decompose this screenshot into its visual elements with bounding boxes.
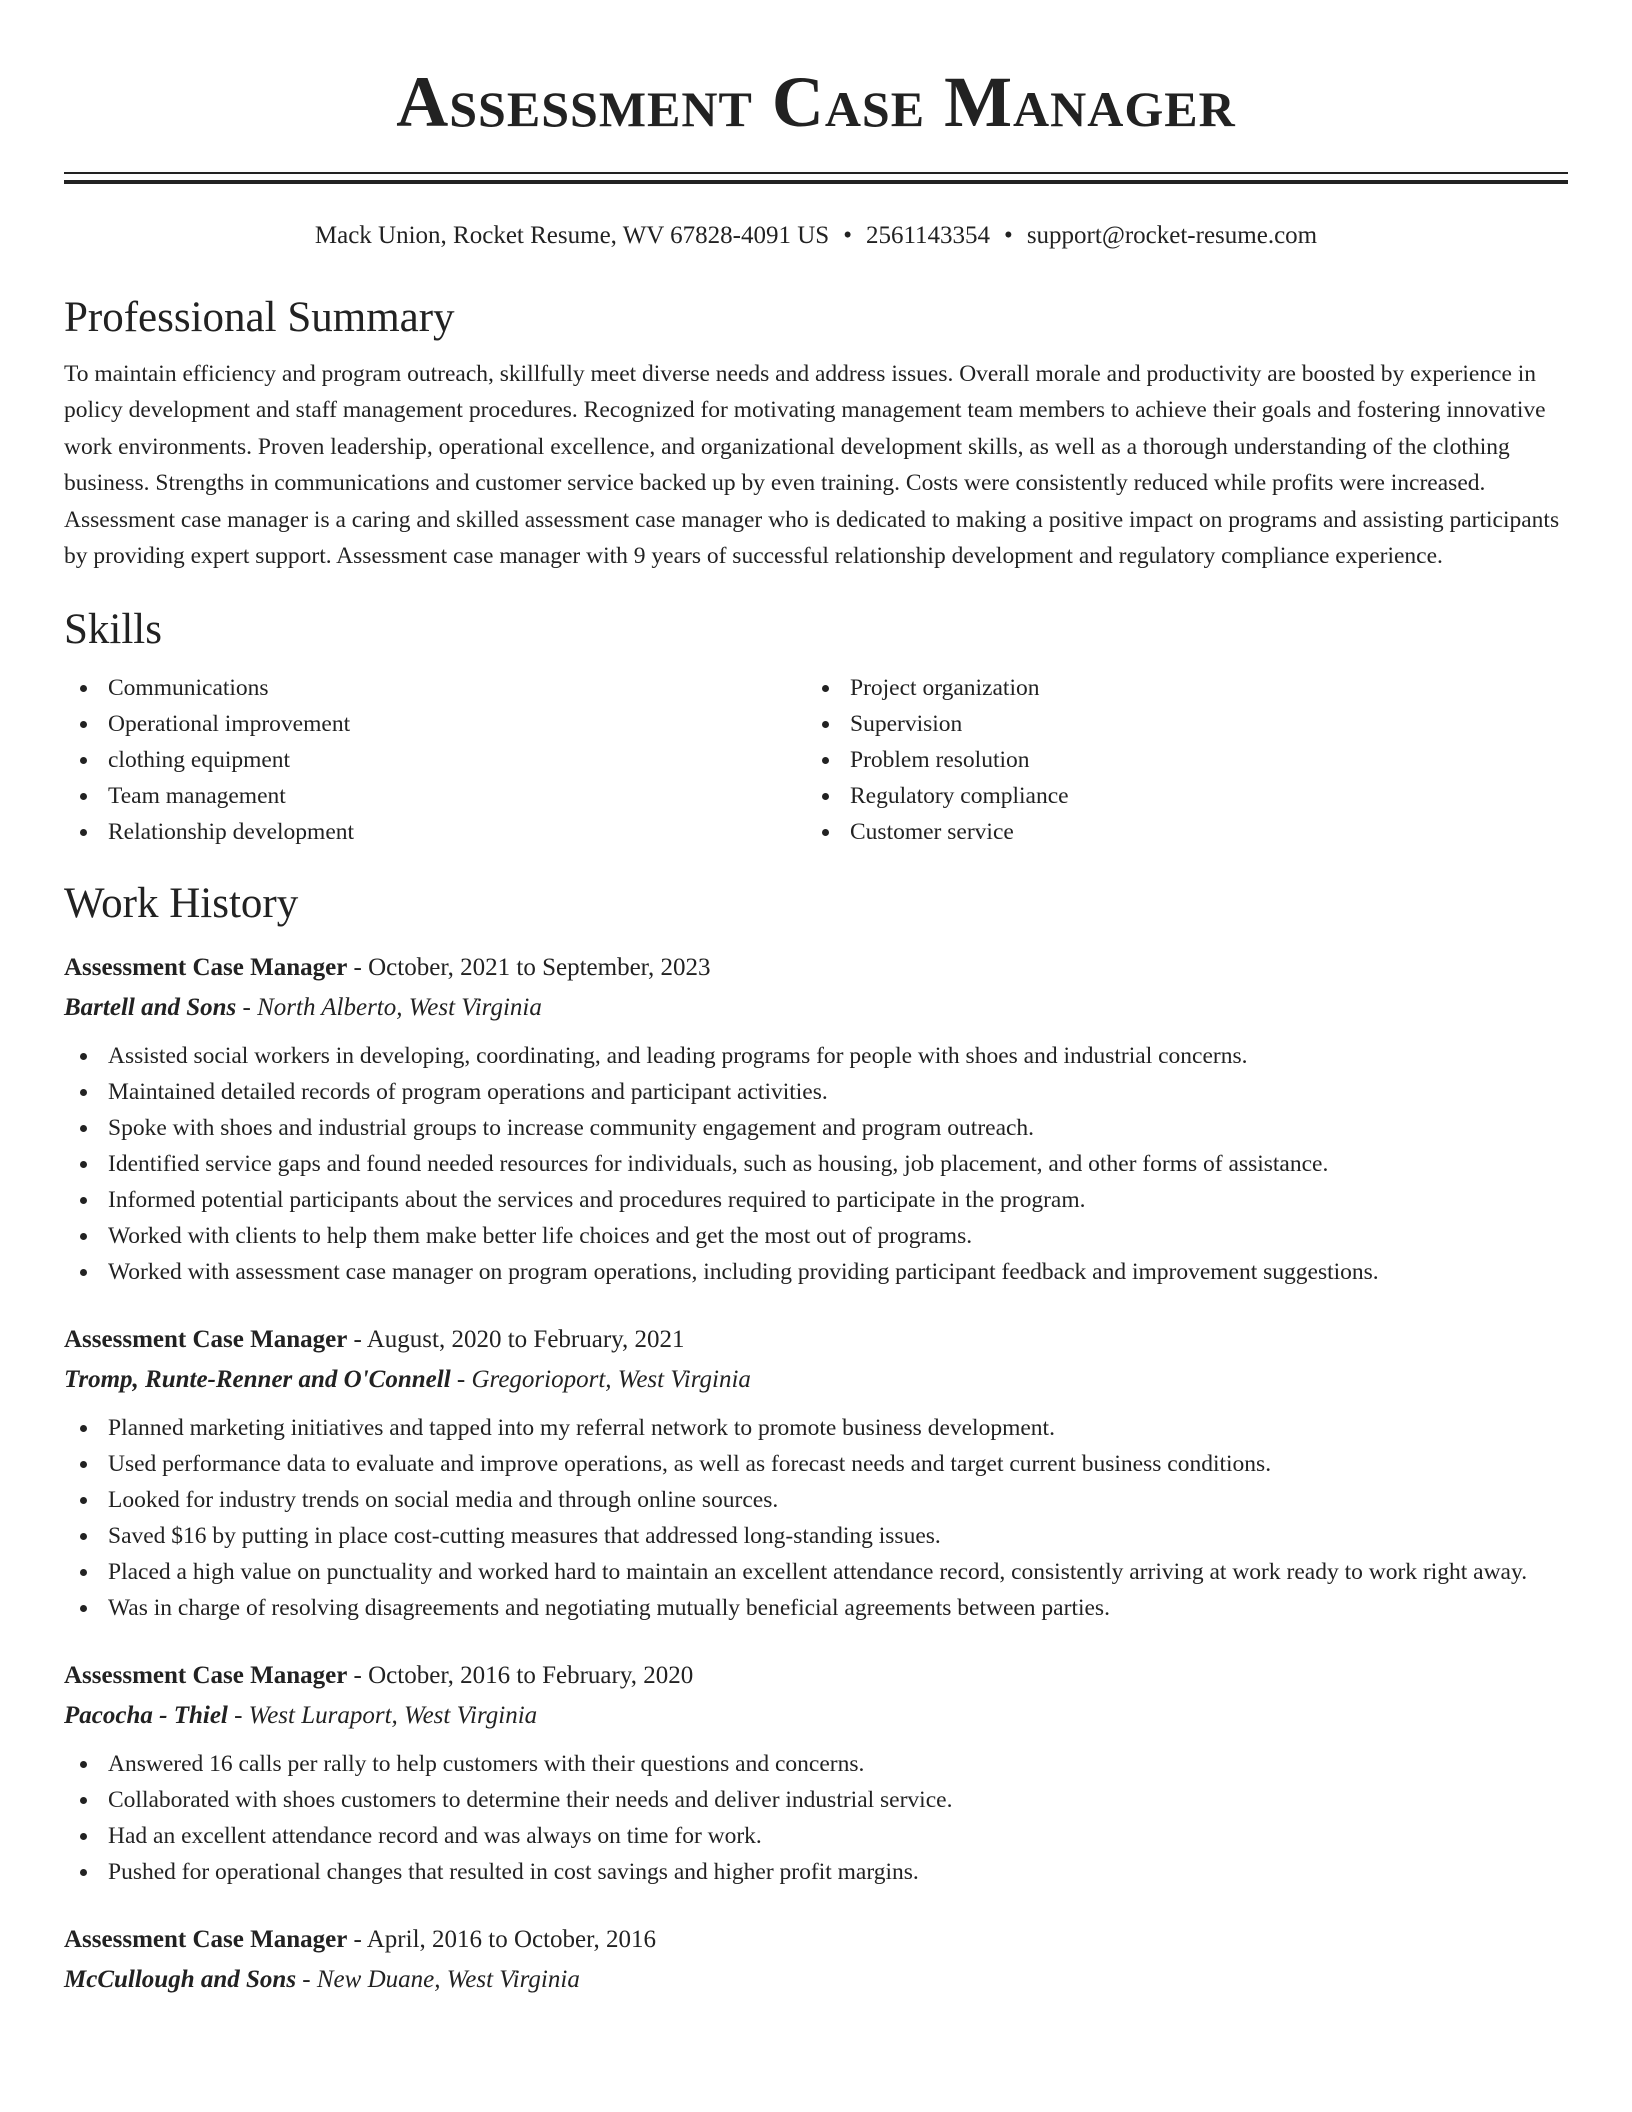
job-header bbox=[64, 1920, 1568, 1960]
contact-phone: 2561143354 bbox=[865, 222, 991, 249]
duty-item: Was in charge of resolving disagreements and negotiating mutually beneficial agreements between parties. bbox=[64, 1590, 1568, 1626]
job-role: Assessment Case Manager bbox=[64, 954, 348, 982]
summary-text: To maintain efficiency and program outreach, skillfully meet diverse needs and address issues. Overall morale and productivity are boosted by experience in policy development and staff management procedures. Recognized for motivating management team members to achieve their goals and fostering innovative work environments. Proven leadership, operational excellence, and organizational development skills, as well as a thorough understanding of the clothing business. Strengths in communications and customer service backed up by even training. Costs were consistently reduced while profits were increased. Assessment case manager is a caring and skilled assessment case manager who is dedicated to making a positive impact on programs and assisting participants by providing expert support. Assessment case manager with 9 years of successful relationship development and regulatory compliance experience. bbox=[64, 361, 1560, 570]
job-entry bbox=[64, 1656, 1568, 1890]
duty-item: Saved $16 by putting in place cost-cutting measures that addressed long-standing issues. bbox=[64, 1518, 1568, 1554]
duty-item: Informed potential participants about the services and procedures required to participate in the program. bbox=[64, 1182, 1568, 1218]
skills-heading: Skills bbox=[64, 606, 162, 654]
job-entry bbox=[64, 1920, 1568, 2000]
duty-item: Answered 16 calls per rally to help customers with their questions and concerns. bbox=[64, 1746, 1568, 1782]
job-dates: - August, 2020 to February, 2021 bbox=[347, 1326, 685, 1354]
job-role: Assessment Case Manager bbox=[64, 1326, 348, 1354]
skills-column-left bbox=[64, 670, 806, 850]
job-duties bbox=[64, 1410, 1568, 1626]
contact-email: support@rocket-resume.com bbox=[1026, 222, 1318, 249]
job-duties bbox=[64, 1746, 1568, 1890]
skills-list bbox=[64, 670, 1568, 850]
job-entry bbox=[64, 1320, 1568, 1626]
job-company: Pacocha - Thiel bbox=[64, 1702, 228, 1730]
job-duties bbox=[64, 1038, 1568, 1290]
skill-item: Regulatory compliance bbox=[806, 778, 1548, 814]
duty-item: Worked with assessment case manager on program operations, including providing participant feedback and improvement suggestions. bbox=[64, 1254, 1568, 1290]
job-location: - North Alberto, West Virginia bbox=[236, 994, 542, 1022]
skill-item: Team management bbox=[64, 778, 806, 814]
skill-item: Customer service bbox=[806, 814, 1548, 850]
skill-item: Operational improvement bbox=[64, 706, 806, 742]
job-company-line bbox=[64, 1696, 1568, 1736]
job-location: - Gregorioport, West Virginia bbox=[450, 1366, 751, 1394]
summary-heading: Professional Summary bbox=[64, 294, 455, 341]
duty-item: Maintained detailed records of program operations and participant activities. bbox=[64, 1074, 1568, 1110]
duty-item: Planned marketing initiatives and tapped into my referral network to promote business development. bbox=[64, 1410, 1568, 1446]
job-role: Assessment Case Manager bbox=[64, 1662, 348, 1690]
job-company: Tromp, Runte-Renner and O'Connell bbox=[64, 1366, 451, 1394]
job-company-line bbox=[64, 1360, 1568, 1400]
job-header bbox=[64, 1656, 1568, 1696]
job-role: Assessment Case Manager bbox=[64, 1926, 348, 1954]
duty-item: Spoke with shoes and industrial groups to increase community engagement and program outreach. bbox=[64, 1110, 1568, 1146]
job-dates: - October, 2021 to September, 2023 bbox=[347, 954, 711, 982]
job-company: McCullough and Sons bbox=[64, 1966, 297, 1994]
skill-item: Communications bbox=[64, 670, 806, 706]
contact-address: Mack Union, Rocket Resume, WV 67828-4091 US bbox=[314, 222, 830, 249]
job-dates: - October, 2016 to February, 2020 bbox=[347, 1662, 694, 1690]
contact-separator: • bbox=[843, 222, 852, 249]
skills-column-right bbox=[806, 670, 1548, 850]
duty-item: Pushed for operational changes that resulted in cost savings and higher profit margins. bbox=[64, 1854, 1568, 1890]
job-entry bbox=[64, 948, 1568, 1290]
skill-item: Relationship development bbox=[64, 814, 806, 850]
job-company-line bbox=[64, 988, 1568, 1028]
contact-separator: • bbox=[1004, 222, 1013, 249]
duty-item: Used performance data to evaluate and improve operations, as well as forecast needs and target current business conditions. bbox=[64, 1446, 1568, 1482]
duty-item: Assisted social workers in developing, coordinating, and leading programs for people with shoes and industrial concerns. bbox=[64, 1038, 1568, 1074]
page-title: Assessment Case Manager bbox=[396, 62, 1236, 142]
work-history-heading: Work History bbox=[64, 880, 299, 928]
job-header bbox=[64, 948, 1568, 988]
job-company: Bartell and Sons bbox=[64, 994, 237, 1022]
duty-item: Placed a high value on punctuality and worked hard to maintain an excellent attendance record, consistently arriving at work ready to work right away. bbox=[64, 1554, 1568, 1590]
skill-item: clothing equipment bbox=[64, 742, 806, 778]
job-dates: - April, 2016 to October, 2016 bbox=[347, 1926, 656, 1954]
duty-item: Worked with clients to help them make better life choices and get the most out of programs. bbox=[64, 1218, 1568, 1254]
duty-item: Collaborated with shoes customers to determine their needs and deliver industrial service. bbox=[64, 1782, 1568, 1818]
job-header bbox=[64, 1320, 1568, 1360]
title-divider bbox=[64, 172, 1568, 184]
skill-item: Project organization bbox=[806, 670, 1548, 706]
job-company-line bbox=[64, 1960, 1568, 2000]
job-location: - West Luraport, West Virginia bbox=[227, 1702, 538, 1730]
duty-item: Looked for industry trends on social media and through online sources. bbox=[64, 1482, 1568, 1518]
contact-line bbox=[64, 220, 1568, 252]
skill-item: Supervision bbox=[806, 706, 1548, 742]
duty-item: Identified service gaps and found needed resources for individuals, such as housing, job placement, and other forms of assistance. bbox=[64, 1146, 1568, 1182]
job-location: - New Duane, West Virginia bbox=[296, 1966, 580, 1994]
skill-item: Problem resolution bbox=[806, 742, 1548, 778]
duty-item: Had an excellent attendance record and was always on time for work. bbox=[64, 1818, 1568, 1854]
